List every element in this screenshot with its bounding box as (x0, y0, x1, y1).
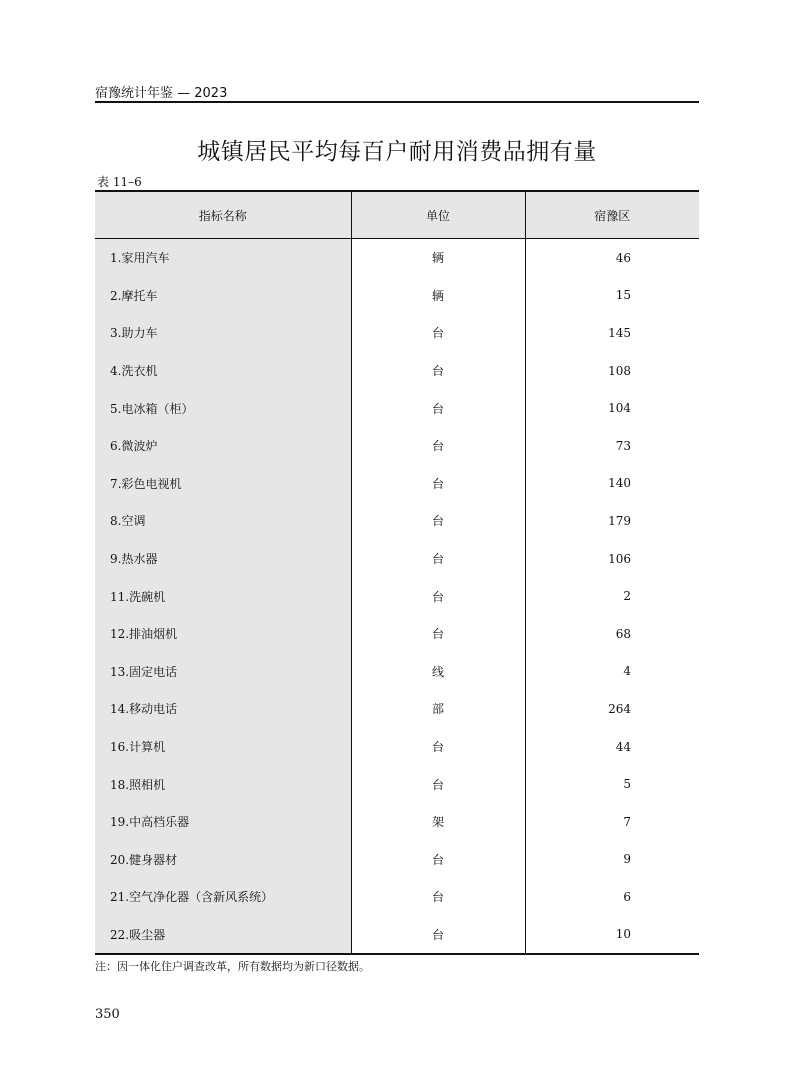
row-value: 73 (525, 427, 699, 465)
header-indicator-name: 指标名称 (95, 191, 351, 239)
row-indicator-name: 8.空调 (95, 502, 351, 540)
running-head: 宿豫统计年鉴 — 2023 (95, 86, 228, 101)
row-value: 145 (525, 314, 699, 352)
row-unit: 台 (351, 465, 525, 503)
table-row (95, 427, 699, 465)
row-value: 44 (525, 728, 699, 766)
row-unit: 辆 (351, 239, 525, 277)
row-value: 264 (525, 690, 699, 728)
row-unit: 台 (351, 352, 525, 390)
table-row (95, 803, 699, 841)
row-value: 46 (525, 239, 699, 277)
row-indicator-name: 9.热水器 (95, 540, 351, 578)
data-table-container (95, 190, 699, 955)
header-region: 宿豫区 (525, 191, 699, 239)
table-row (95, 239, 699, 277)
row-indicator-name: 3.助力车 (95, 314, 351, 352)
table-row (95, 277, 699, 315)
row-value: 5 (525, 765, 699, 803)
row-value: 108 (525, 352, 699, 390)
row-unit: 台 (351, 765, 525, 803)
table-row (95, 728, 699, 766)
table-row (95, 690, 699, 728)
table-row (95, 540, 699, 578)
table-row (95, 465, 699, 503)
row-unit: 台 (351, 878, 525, 916)
table-row (95, 314, 699, 352)
row-unit: 台 (351, 916, 525, 955)
row-indicator-name: 20.健身器材 (95, 841, 351, 879)
row-unit: 线 (351, 653, 525, 691)
row-unit: 台 (351, 427, 525, 465)
page-title: 城镇居民平均每百户耐用消费品拥有量 (197, 139, 597, 165)
table-header-row (95, 191, 699, 239)
row-indicator-name: 14.移动电话 (95, 690, 351, 728)
row-unit: 台 (351, 314, 525, 352)
table-row (95, 765, 699, 803)
row-value: 4 (525, 653, 699, 691)
row-value: 6 (525, 878, 699, 916)
row-value: 104 (525, 389, 699, 427)
table-row (95, 352, 699, 390)
row-unit: 辆 (351, 277, 525, 315)
row-unit: 部 (351, 690, 525, 728)
row-value: 68 (525, 615, 699, 653)
row-unit: 台 (351, 502, 525, 540)
row-indicator-name: 19.中高档乐器 (95, 803, 351, 841)
table-row (95, 577, 699, 615)
row-unit: 台 (351, 540, 525, 578)
table-row (95, 502, 699, 540)
row-value: 7 (525, 803, 699, 841)
row-value: 140 (525, 465, 699, 503)
row-indicator-name: 22.吸尘器 (95, 916, 351, 955)
row-value: 106 (525, 540, 699, 578)
row-indicator-name: 18.照相机 (95, 765, 351, 803)
page-number: 350 (95, 1007, 120, 1022)
row-indicator-name: 12.排油烟机 (95, 615, 351, 653)
table-row (95, 841, 699, 879)
table-row (95, 389, 699, 427)
table-row (95, 916, 699, 955)
row-indicator-name: 2.摩托车 (95, 277, 351, 315)
row-indicator-name: 13.固定电话 (95, 653, 351, 691)
row-indicator-name: 11.洗碗机 (95, 577, 351, 615)
table-number: 表 11–6 (97, 175, 142, 189)
row-indicator-name: 7.彩色电视机 (95, 465, 351, 503)
row-indicator-name: 6.微波炉 (95, 427, 351, 465)
table-row (95, 615, 699, 653)
row-indicator-name: 4.洗衣机 (95, 352, 351, 390)
row-value: 15 (525, 277, 699, 315)
row-indicator-name: 5.电冰箱（柜） (95, 389, 351, 427)
row-value: 2 (525, 577, 699, 615)
row-unit: 台 (351, 841, 525, 879)
row-value: 179 (525, 502, 699, 540)
header-rule (95, 101, 699, 103)
footnote: 注：因一体化住户调查改革，所有数据均为新口径数据。 (95, 960, 370, 973)
table-row (95, 878, 699, 916)
row-unit: 台 (351, 389, 525, 427)
row-unit: 台 (351, 577, 525, 615)
row-value: 10 (525, 916, 699, 955)
row-indicator-name: 1.家用汽车 (95, 239, 351, 277)
row-value: 9 (525, 841, 699, 879)
row-unit: 台 (351, 615, 525, 653)
row-indicator-name: 21.空气净化器（含新风系统） (95, 878, 351, 916)
header-unit: 单位 (351, 191, 525, 239)
data-table (95, 190, 699, 955)
row-unit: 架 (351, 803, 525, 841)
row-indicator-name: 16.计算机 (95, 728, 351, 766)
table-row (95, 653, 699, 691)
row-unit: 台 (351, 728, 525, 766)
